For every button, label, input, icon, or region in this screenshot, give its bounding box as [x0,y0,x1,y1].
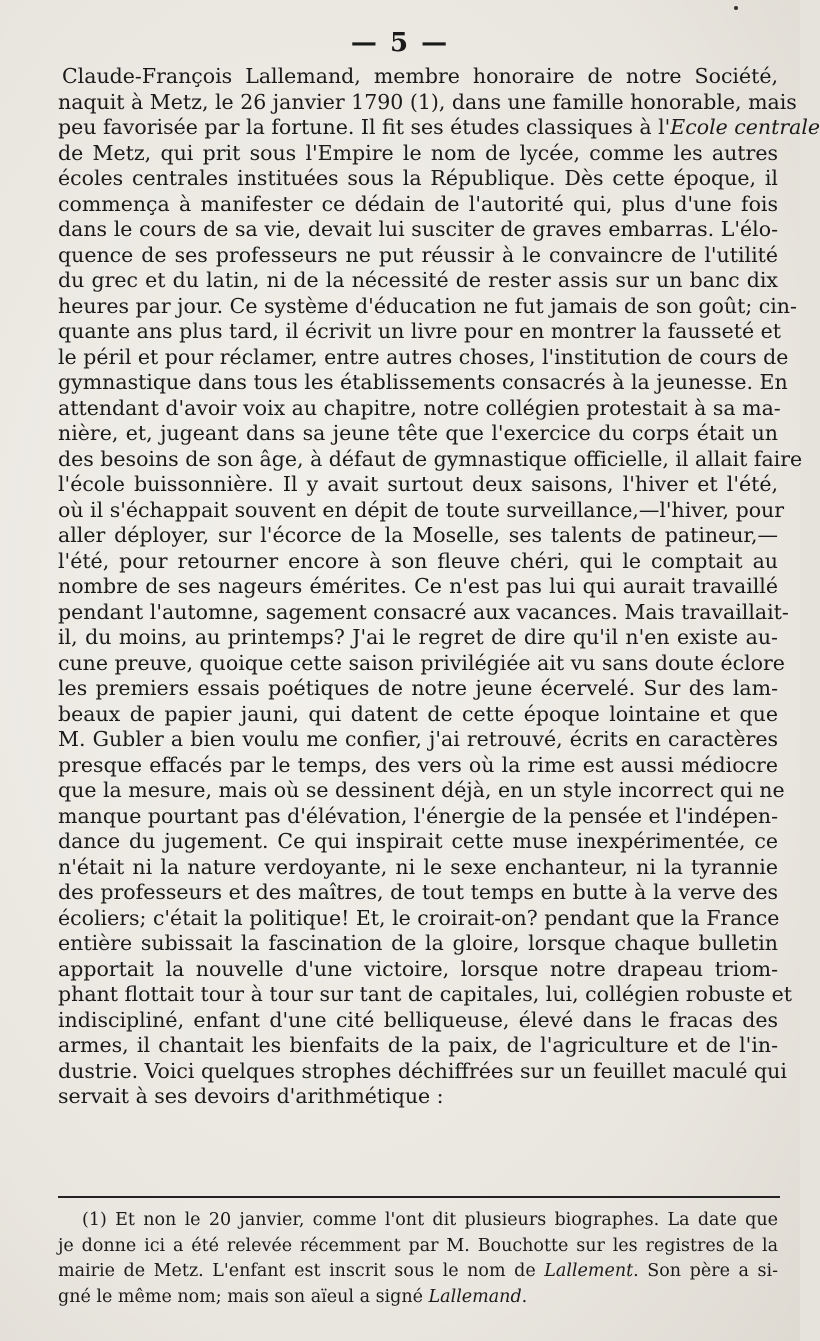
text-line: presque effacés par le temps, des vers où la rime est aussi médiocre [58,752,778,777]
text-line: le péril et pour réclamer, entre autres choses, l'institution de cours de [58,344,789,369]
text-line: armes, il chantait les bienfaits de la paix, de l'agriculture et de l'in- [58,1033,778,1057]
text-line: où il s'échappait souvent en dépit de toute surveillance,—l'hiver, pour [58,497,785,522]
text-segment: mairie de Metz. L'enfant est inscrit sous le nom de [58,1261,545,1281]
footnote-line [58,1285,778,1311]
text-line: nombre de ses nageurs émérites. Ce n'est pas lui qui aurait travaillé [58,574,778,598]
text-line: l'école buissonnière. Il y avait surtout deux saisons, l'hiver et l'été, [58,472,778,496]
text-line: des professeurs et des maîtres, de tout temps en butte à la verve des [58,880,778,904]
text-line: les premiers essais poétiques de notre jeune écervelé. Sur des lam- [58,676,778,700]
text-line: il, du moins, au printemps? J'ai le regret de dire qu'il n'en existe au- [58,625,778,649]
footnote-line [58,1259,778,1285]
text-line: gymnastique dans tous les établissements consacrés à la jeunesse. En [58,370,788,394]
body-text [58,64,820,1110]
text-line: cune preuve, quoique cette saison privilégiée ait vu sans doute éclore [58,650,785,675]
text-line: aller déployer, sur l'écorce de la Moselle, ses talents de patineur,— [58,523,778,547]
text-line: que la mesure, mais où se dessinent déjà, en un style incorrect qui ne [58,778,785,802]
text-line [58,115,820,141]
text-line: beaux de papier jauni, qui datent de cette époque lointaine et que [58,701,778,726]
text-line: de Metz, qui prit sous l'Empire le nom de lycée, comme les autres [58,140,778,165]
text-line: n'était ni la nature verdoyante, ni le sexe enchanteur, ni la tyrannie [58,854,778,879]
ink-speck [734,6,738,10]
text-line: quante ans plus tard, il écrivit un livre pour en montrer la fausseté et [58,319,782,343]
text-line: naquit à Metz, le 26 janvier 1790 (1), dans une famille honorable, mais [58,89,797,114]
page-number: — 5 — [350,28,450,58]
footnote-line: je donne ici a été relevée récemment par M. Bouchotte sur les registres de la [58,1235,778,1256]
text-line: commença à manifester ce dédain de l'autorité qui, plus d'une fois [58,191,778,216]
footnote-line: (1) Et non le 20 janvier, comme l'ont dit plusieurs biographes. La date que [82,1210,778,1230]
text-line: pendant l'automne, sagement consacré aux vacances. Mais travaillait- [58,599,789,624]
text-line: dans le cours de sa vie, devait lui susciter de graves embarras. L'élo- [58,217,778,241]
text-line: dance du jugement. Ce qui inspirait cette muse inexpérimentée, ce [58,829,778,853]
text-line: phant flottait tour à tour sur tant de capitales, lui, collégien robuste et [58,982,792,1006]
text-line: indiscipliné, enfant d'une cité belliqueuse, élevé dans le fracas des [58,1007,778,1032]
text-line: l'été, pour retourner encore à son fleuve chéri, qui le comptait au [58,548,778,573]
text-line: heures par jour. Ce système d'éducation ne fut jamais de son goût; cin- [58,293,797,318]
text-line: écoliers; c'était la politique! Et, le croirait-on? pendant que la France [58,905,780,930]
text-line: des besoins de son âge, à défaut de gymnastique officielle, il allait faire [58,446,803,471]
text-segment: gné le même nom; mais son aïeul a signé [58,1286,429,1307]
italic-ecole-centrale: Ecole centrale [670,115,820,139]
footnote-divider [58,1196,780,1198]
text-line: Claude-François Lallemand, membre honoraire de notre Société, [62,64,778,88]
text-line: M. Gubler a bien voulu me confier, j'ai retrouvé, écrits en caractères [58,727,778,751]
text-line: servait à ses devoirs d'arithmétique : [58,1084,444,1108]
text-line: apportait la nouvelle d'une victoire, lorsque notre drapeau triom- [58,956,778,981]
text-segment: peu favorisée par la fortune. Il fit ses études classiques à l' [58,115,671,139]
text-line: du grec et du latin, ni de la nécessité de rester assis sur un banc dix [58,268,778,292]
text-segment: . Son père a si- [633,1261,778,1281]
italic-lallement: Lallement [544,1261,634,1281]
text-line: entière subissait la fascination de la gloire, lorsque chaque bulletin [58,931,778,955]
text-line: quence de ses professeurs ne put réussir à le convaincre de l'utilité [58,242,778,267]
italic-lallemand: Lallemand [428,1286,522,1307]
text-line: écoles centrales instituées sous la République. Dès cette époque, il [58,166,778,190]
text-line: nière, et, jugeant dans sa jeune tête que l'exercice du corps était un [58,421,778,445]
text-segment: . [521,1286,528,1307]
text-line: dustrie. Voici quelques strophes déchiffrées sur un feuillet maculé qui [58,1058,787,1083]
text-line: manque pourtant pas d'élévation, l'énergie de la pensée et l'indépen- [58,803,778,828]
footnote [58,1208,778,1310]
text-line: attendant d'avoir voix au chapitre, notre collégien protestait à sa ma- [58,395,781,420]
